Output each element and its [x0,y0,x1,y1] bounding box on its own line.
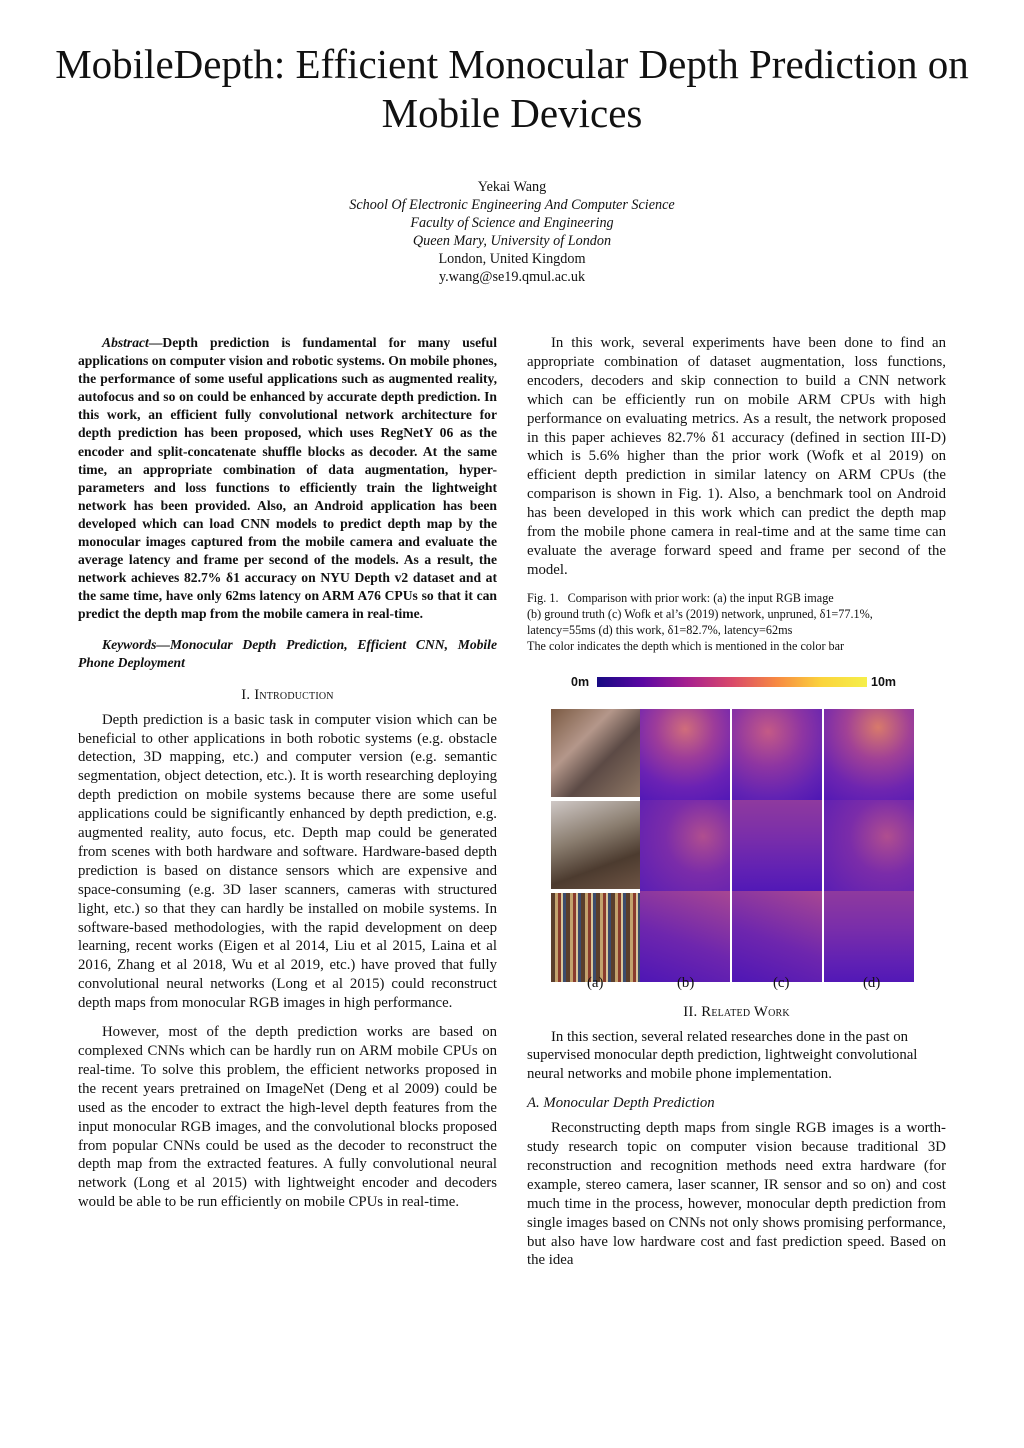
section-heading-introduction [78,686,497,705]
intro-paragraph-2: However, most of the depth prediction works are based on complexed CNNs which can be hardly run on ARM mobile CPUs on real-time. To solve this problem, the efficient networks proposed in the recent years pretrained on ImageNet (Deng et al 2009) could be used as the encoder to extract the high-level depth features from the input monocular RGB images, and the convolutional blocks proposed from popular CNNs could be used as the decoder to reconstruct the depth map from the extracted features. A fully convolutional neural network (Long et al 2015) with lightweight encoder and decoders would be able to be run efficiently on mobile CPUs in real-time. [78,1024,497,1211]
rgb-image-3 [551,893,640,982]
author-name: Yekai Wang [477,179,547,195]
affiliation-line: Queen Mary, University of London [412,233,612,249]
depth-map-gt-3 [640,891,730,982]
panel-divider [822,709,824,982]
rgb-image-1 [551,709,640,797]
section-title: Introduction [254,686,334,703]
figure-caption [527,590,946,655]
caption-line-3: latency=55ms (d) this work, δ1=82.7%, latency=62ms [527,623,793,638]
section-heading-related-work [527,1003,946,1022]
caption-line-1: Fig. 1. Comparison with prior work: (a) the input RGB image [527,590,834,605]
author-email: y.wang@se19.qmul.ac.uk [438,269,586,285]
caption-line-2: (b) ground truth (c) Wofk et al’s (2019) network, unpruned, δ1=77.1%, [527,606,873,621]
sublabel-a: (a) [587,974,604,991]
caption-label: Fig. 1. [527,590,559,605]
right-intro-paragraph: In this work, several experiments have been done to find an appropriate combination of dataset augmentation, loss functions, encoders, decoders and skip connection to build a CNN network which can be efficiently run on mobile ARM CPUs with high performance on evaluating metrics. As a result, the network proposed in this paper achieves 82.7% δ1 accuracy (defined in section III-D) which is 5.6% higher than the prior work (Wofk et al 2019) on efficient depth prediction in similar latency on ARM CPUs (the comparison is shown in Fig. 1). Also, a benchmark tool on Android has been developed in this work which can predict the depth map from the mobile phone camera in real-time and at the same time can evaluate the average forward speed and frame per second of the model. [527,335,946,578]
depth-map-ours-1 [824,709,914,800]
depth-colorbar [597,677,867,687]
depth-map-ours-2 [824,800,914,891]
figure-1 [527,669,946,1001]
caption-line-4: The color indicates the depth which is mentioned in the color bar [527,639,845,654]
colorbar-max-label: 10m [871,674,897,689]
depth-map-prior-1 [732,709,822,800]
left-column [78,334,497,1212]
paper-title: MobileDepth: Efficient Monocular Depth Prediction on Mobile Devices [55,41,969,136]
subsection-paragraph: Reconstructing depth maps from single RGB images is a worth-study research topic on computer vision because traditional 3D reconstruction and recognition methods need extra hardware (for example, stereo camera, laser scanner, IR sensor and so on) and cost much time in the process, however, monocular depth prediction from single images based on CNNs not only shows promising performance, but also have low hardware cost and fast prediction speed. Based on the idea [527,1120,946,1269]
affiliation-line: School Of Electronic Engineering And Computer Science [349,197,675,213]
abstract [78,334,497,624]
abstract-label: Abstract [102,335,149,350]
intro-paragraph-1: Depth prediction is a basic task in computer vision which can be beneficial to other applications in both robotic systems (e.g. obstacle detection, 3D mapping, etc.) and computer version (e.g. semantic segmentation, object detection, etc.). It is worth researching deploying depth prediction on mobile systems because there are some useful applications could be significantly enhanced by depth prediction, e.g. augmented reality, auto focus, etc. Depth map could be generated from scenes with both hardware and software. Hardware-based depth prediction is based on distance sensors which are expensive and space-consuming (e.g. 3D laser scanners, cameras with structured light, etc.) so that they can hardly be installed on mobile systems. In software-based methodologies, with the rapid development on deep learning, recent works (Eigen et al 2014, Liu et al 2015, Laina et al 2016, Zhang et al 2018, Wu et al 2019, etc.) have proved that fully convolutional neural networks (Long et al 2015) could reconstruct depth maps from monocular RGB images in high performance. [78,711,497,1012]
panel-divider [730,709,732,982]
section-title: Related Work [701,1003,790,1020]
abstract-text: —Depth prediction is fundamental for many useful applications on computer vision and robotic systems. On mobile phones, the performance of some useful applications such as augmented reality, autofocus and so on could be enhanced by accurate depth prediction. In this work, an efficient fully convolutional network architecture for depth prediction has been proposed, which uses RegNetY 06 as the encoder and split-concatenate shuffle blocks as decoder. At the same time, an appropriate combination of data augmentation, hyper-parameters and loss functions to efficiently train the lightweight network has been provided. Also, an Android application has been developed which can load CNN models to predict depth map by the monocular images captured from the mobile camera and evaluate the average latency and frame per second of the models. As a result, the network achieves 82.7% δ1 accuracy on NYU Depth v2 dataset and at the same time, have only 62ms latency on ARM A76 CPUs so that it can predict the depth map from the mobile camera in real-time. [78,335,497,622]
sublabel-b: (b) [677,974,695,991]
rgb-image-2 [551,801,640,889]
depth-map-prior-3 [732,891,822,982]
author-location: London, United Kingdom [438,251,586,267]
subsection-heading: A. Monocular Depth Prediction [527,1095,715,1112]
depth-map-gt-2 [640,800,730,891]
section-number: I. [241,686,251,703]
affiliation-line: Faculty of Science and Engineering [410,215,614,231]
colorbar-min-label: 0m [571,674,590,689]
sublabel-d: (d) [863,974,881,991]
depth-map-gt-1 [640,709,730,800]
right-column [527,334,946,1270]
related-work-intro: In this section, several related researches done in the past on supervised monocular depth prediction, lightweight convolutional neural networks and mobile phone implementation. [527,1028,918,1083]
author-block [150,178,874,286]
depth-map-prior-2 [732,800,822,891]
depth-map-ours-3 [824,891,914,982]
sublabel-c: (c) [773,974,790,991]
keywords: Keywords—Monocular Depth Prediction, Efficient CNN, Mobile Phone Deployment [78,636,497,670]
section-number: II. [683,1003,698,1020]
